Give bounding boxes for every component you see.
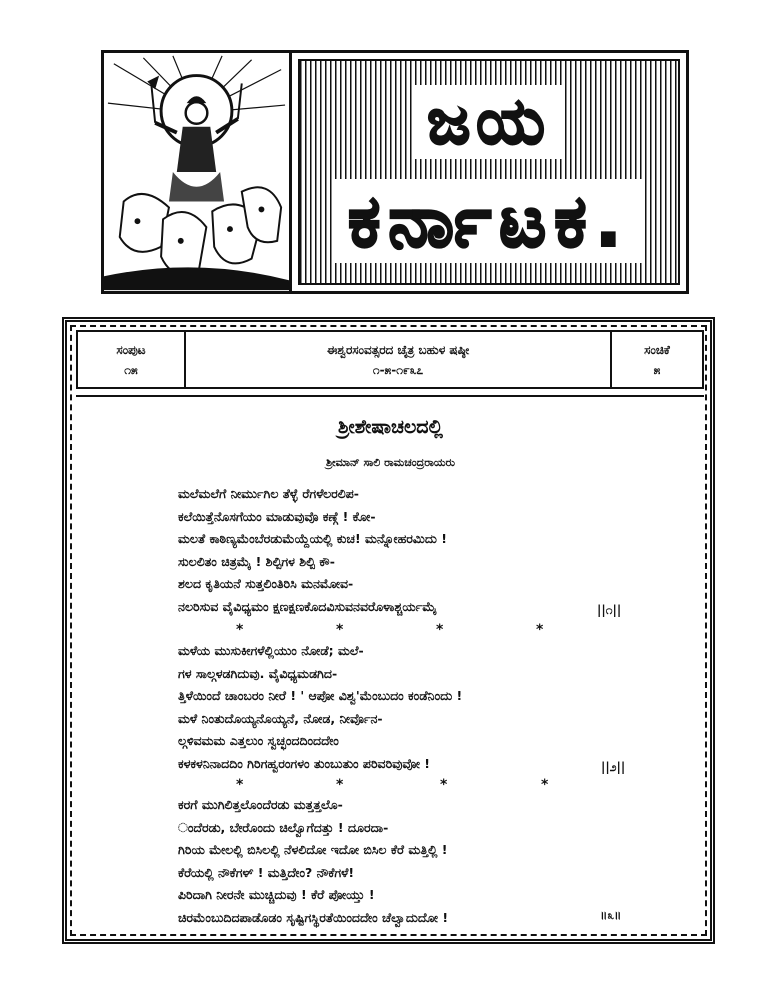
stanza-1-number: ||೧|| <box>597 603 622 617</box>
verse-line: ಕರಗೆ ಮುಗಿಲಿತ್ತಲೊಂದೆರಡು ಮತ್ತತ್ತಲೊ- <box>178 797 343 812</box>
date-line: ಈಶ್ವರಸಂವತ್ಸರದ ಚೈತ್ರ ಬಹುಳ ಷಷ್ಠೀ <box>326 342 470 357</box>
separator-star: * <box>336 777 344 793</box>
issue-info-box <box>76 330 704 389</box>
stanza-3-number: ॥೩॥ <box>600 908 622 922</box>
verse-line: ಂದೆರಡು, ಬೇರೊಂದು ಚಿಲ್ವೊಗೆದತ್ತು ! ದೂರದಾ- <box>178 819 389 835</box>
issue-value: ೫ <box>653 362 661 377</box>
verse-line: ಮಲೆಮಲೆಗೆ ನೀರ್ಮುಗಿಲ ತೆಳ್ಳೆ ರೆಗಳೆಲರಲಿಪ- <box>178 486 359 501</box>
verse-line: ಸುಲಲಿತಂ ಚಿತ್ರಮೈ ! ಶಿಲ್ಪಿಗಳ ಶಿಲ್ಪಿ ಕೌ- <box>178 553 335 569</box>
verse-line: ಪಿರಿದಾಗಿ ನೀರನೇ ಮುಚ್ಚಿದುವು ! ಕೆರೆ ಪೋಯ್ತು ! <box>178 887 375 902</box>
separator-star: * <box>536 622 544 638</box>
verse-line: ಚಿರಮೆಂಬುದಿದಪಾಡೊಡಂ ಸೃಷ್ಟಿಗಸ್ಥಿರತೆಯಿಂದದೇಂ ಚೆಲ್ವಾದುದೋ ! <box>178 909 449 925</box>
stanza-1 <box>178 483 618 618</box>
header-divider <box>76 395 704 397</box>
stanza-separator <box>0 622 781 638</box>
separator-star: * <box>440 777 448 793</box>
verse-line: ಲ್ಗಳಿವಮಮ ಎತ್ತಲುಂ ಸ್ವಚ್ಛಂದದಿಂದದೇಂ <box>178 733 339 748</box>
verse-line: ಮಲತೆ ಕಾಠಿಣ್ಯಮೆಂಬೆರಡುಮೆಯ್ದೆಯಲ್ಲಿ ಕುಚ! ಮನ್ನೋಹರಮಿದು ! <box>178 531 447 546</box>
verse-line: ಗಿರಿಯ ಮೇಲಲ್ಲಿ ಬಿಸಿಲಲ್ಲಿ ನೆಳಲಿದೋ ಇದೋ ಬಿಸಿಲ ಕೆರೆ ಮತ್ತಿಲ್ಲಿ ! <box>178 842 448 857</box>
verse-line: ಮಳೆ ನಿಂತುದೊಯ್ಯನೊಯ್ಯನೆ, ನೋಡ, ನೀರ್ವೊನ- <box>178 710 383 726</box>
goddess-chariot-illustration <box>104 53 289 291</box>
stanza-separator <box>0 777 781 793</box>
separator-star: * <box>541 777 549 793</box>
stanza-3 <box>178 794 618 929</box>
separator-star: * <box>336 622 344 638</box>
date-numeric: ೧-೫-೧೯೩೭ <box>372 362 424 377</box>
separator-star: * <box>236 622 244 638</box>
volume-cell <box>78 332 186 387</box>
volume-label: ಸಂಪುಟ <box>116 342 146 357</box>
verse-line: ಮಳೆಯ ಮುಸುಕೀಗಳೆಲ್ಲಿಯುಂ ನೋಡೆ; ಮಲೆ- <box>178 643 364 658</box>
verse-line: ಗಳ ಸಾಲ್ಗಳಡಗಿದುವು. ವೈವಿಧ್ಯಮಡಗಿದ- <box>178 665 338 681</box>
verse-line: ಕಳಕಳನಿನಾದದಿಂ ಗಿರಿಗಹ್ವರಂಗಳಂ ತುಂಬುತುಂ ಪರಿವರಿವುವೋ ! <box>178 755 430 771</box>
verse-line: ಕಲೆಯಿತ್ತೆನೊಸಗೆಯಂ ಮಾಡುವುವೊ ಕಣ್ಗೆ ! ಕೋ- <box>178 508 376 524</box>
poem-title: ಶ್ರೀಶೇಷಾಚಲದಲ್ಲಿ <box>338 416 443 438</box>
issue-label: ಸಂಚಿಕೆ <box>644 342 670 357</box>
title-panel <box>298 59 680 285</box>
volume-value: ೧೫ <box>124 362 138 377</box>
verse-line: ಶಲದ ಕೃತಿಯನೆ ಸುತ್ತಲಿಂತಿರಿಸಿ ಮನಮೋವ- <box>178 576 354 591</box>
verse-line: ತ್ತಿಳೆಯಿಂದೆ ಚಾಂಬರಂ ನೀರೆ ! ' ಆಪೋ ವಿಶ್ವ'ಮೆಂಬುದಂ ಕಂಡೆನಿಂದು ! <box>178 688 463 703</box>
stanza-2-number: ||೨|| <box>601 760 626 774</box>
verse-line: ನಲರಿಸುವ ವೈವಿಧ್ಯಮಂ ಕ್ಷಣಕ್ಷಣಕೊದವಿಸುವನವರೊಳಾಶ್ಚರ್ಯಮೈ <box>178 598 437 614</box>
masthead-title-line-1: ಜಯ <box>300 85 678 159</box>
separator-star: * <box>236 777 244 793</box>
separator-star: * <box>436 622 444 638</box>
issue-cell <box>612 332 702 387</box>
verse-line: ಕೆರೆಯಲ್ಲಿ ನೌಕೆಗಳ್ ! ಮತ್ತಿದೇಂ? ನೌಕೆಗಳೆ! <box>178 864 355 880</box>
date-cell <box>186 332 612 387</box>
stanza-2 <box>178 640 618 775</box>
poem-author: ಶ್ರೀಮಾನ್ ಸಾಲಿ ರಾಮಚಂದ್ರರಾಯರು <box>325 456 456 469</box>
masthead <box>101 50 689 294</box>
masthead-title-line-2: ಕರ್ನಾಟಕ. <box>300 179 678 265</box>
goddess-emblem <box>104 53 292 291</box>
